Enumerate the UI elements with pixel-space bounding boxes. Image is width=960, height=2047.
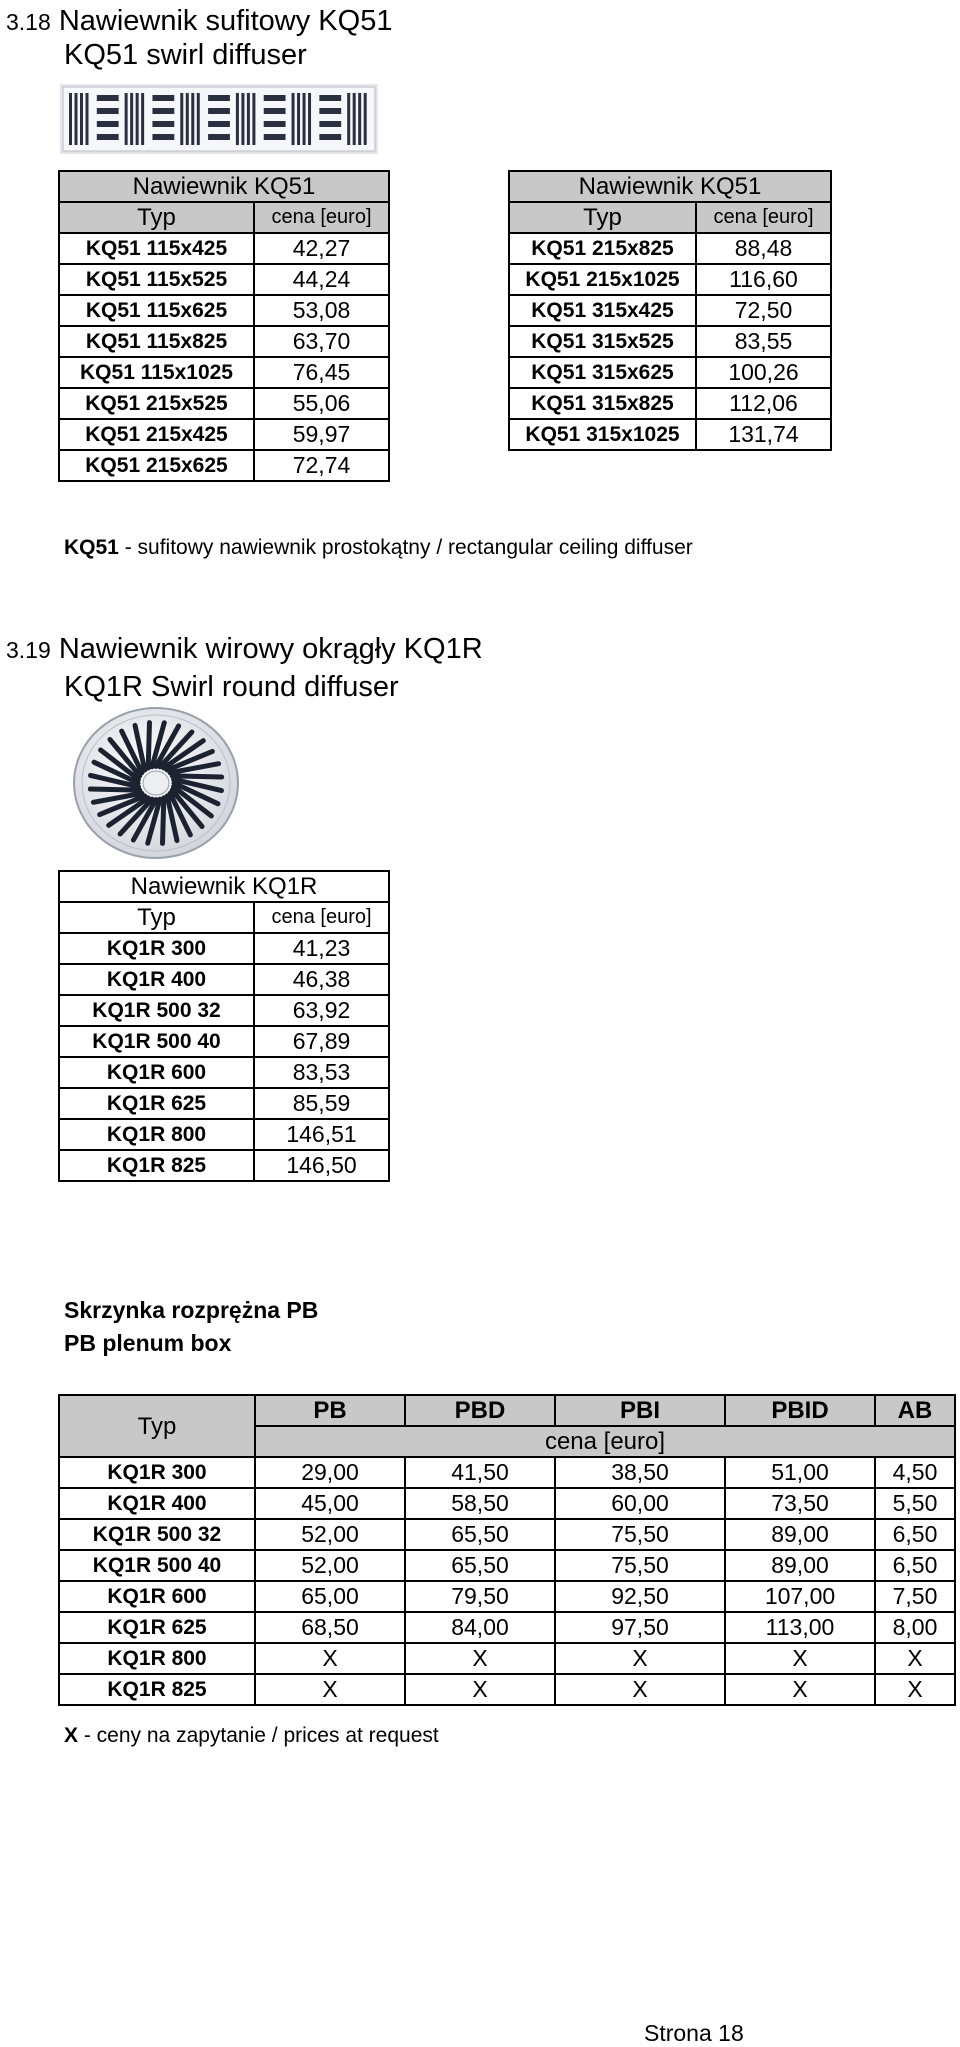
table-row — [59, 1519, 955, 1550]
price-cell: X — [725, 1643, 875, 1674]
pb-header-row-1 — [59, 1395, 955, 1426]
col-ab-header: AB — [875, 1395, 955, 1426]
type-cell: KQ1R 400 — [59, 964, 254, 995]
price-cell: 45,00 — [255, 1488, 405, 1519]
col-type-header: Typ — [509, 202, 696, 233]
type-cell: KQ1R 500 32 — [59, 1519, 255, 1550]
page-number: Strona 18 — [644, 2020, 744, 2046]
type-cell: KQ51 115x1025 — [59, 357, 254, 388]
col-type-header: Typ — [59, 1395, 255, 1457]
table-row — [59, 233, 389, 264]
sec3-note-text: - ceny na zapytanie / prices at request — [78, 1724, 439, 1747]
table-row — [509, 419, 831, 450]
type-cell: KQ51 115x425 — [59, 233, 254, 264]
table-title: Nawiewnik KQ51 — [59, 171, 389, 202]
price-cell: 7,50 — [875, 1581, 955, 1612]
type-cell: KQ1R 600 — [59, 1057, 254, 1088]
type-cell: KQ51 315x1025 — [509, 419, 696, 450]
type-cell: KQ51 115x825 — [59, 326, 254, 357]
price-cell: 65,00 — [255, 1581, 405, 1612]
price-cell: 84,00 — [405, 1612, 555, 1643]
price-cell: 113,00 — [725, 1612, 875, 1643]
sec3-note — [64, 1722, 439, 1750]
table-title-row — [59, 871, 389, 902]
table-row — [59, 295, 389, 326]
price-cell: 83,55 — [696, 326, 831, 357]
price-cell: 88,48 — [696, 233, 831, 264]
table-row — [59, 1674, 955, 1705]
price-cell: 75,50 — [555, 1550, 725, 1581]
price-cell: 100,26 — [696, 357, 831, 388]
price-cell: 53,08 — [254, 295, 389, 326]
table-row — [59, 450, 389, 481]
table-row — [509, 326, 831, 357]
price-cell: 107,00 — [725, 1581, 875, 1612]
type-cell: KQ51 315x425 — [509, 295, 696, 326]
col-type-header: Typ — [59, 902, 254, 933]
price-cell: 89,00 — [725, 1519, 875, 1550]
price-cell: X — [725, 1674, 875, 1705]
type-cell: KQ51 215x525 — [59, 388, 254, 419]
price-cell: 41,23 — [254, 933, 389, 964]
col-pb-header: PB — [255, 1395, 405, 1426]
price-cell: 131,74 — [696, 419, 831, 450]
type-cell: KQ51 315x825 — [509, 388, 696, 419]
table-row — [59, 1643, 955, 1674]
table-row — [59, 995, 389, 1026]
price-cell: X — [875, 1643, 955, 1674]
type-cell: KQ1R 300 — [59, 933, 254, 964]
price-cell: 72,50 — [696, 295, 831, 326]
price-cell: 97,50 — [555, 1612, 725, 1643]
price-cell: 89,00 — [725, 1550, 875, 1581]
table-row — [509, 357, 831, 388]
price-cell: X — [405, 1643, 555, 1674]
price-cell: 112,06 — [696, 388, 831, 419]
price-cell: 79,50 — [405, 1581, 555, 1612]
type-cell: KQ51 115x625 — [59, 295, 254, 326]
col-price-header: cena [euro] — [696, 202, 831, 233]
table-row — [59, 1057, 389, 1088]
price-cell: 6,50 — [875, 1519, 955, 1550]
table-row — [59, 933, 389, 964]
col-pbid-header: PBID — [725, 1395, 875, 1426]
kq51-diffuser-image — [60, 84, 378, 154]
price-cell: 5,50 — [875, 1488, 955, 1519]
type-cell: KQ1R 825 — [59, 1150, 254, 1181]
col-price-header: cena [euro] — [254, 902, 389, 933]
type-cell: KQ51 215x825 — [509, 233, 696, 264]
price-cell: 92,50 — [555, 1581, 725, 1612]
table-title-row — [509, 171, 831, 202]
sec1-note-bold: KQ51 — [64, 536, 119, 559]
table-row — [59, 357, 389, 388]
type-cell: KQ51 215x625 — [59, 450, 254, 481]
price-cell: 8,00 — [875, 1612, 955, 1643]
price-cell: 72,74 — [254, 450, 389, 481]
table-row — [59, 1457, 955, 1488]
sec2-number: 3.19 — [6, 637, 51, 663]
type-cell: KQ1R 400 — [59, 1488, 255, 1519]
price-cell: 146,50 — [254, 1150, 389, 1181]
type-cell: KQ51 315x525 — [509, 326, 696, 357]
sec1-note — [64, 534, 693, 562]
table-row — [509, 264, 831, 295]
table-row — [59, 419, 389, 450]
price-cell: X — [405, 1674, 555, 1705]
price-cell: 6,50 — [875, 1550, 955, 1581]
table-row — [59, 264, 389, 295]
type-cell: KQ1R 500 40 — [59, 1550, 255, 1581]
pb-table — [58, 1394, 956, 1706]
sec2-title-en: KQ1R Swirl round diffuser — [64, 671, 399, 703]
price-cell: 44,24 — [254, 264, 389, 295]
price-cell: 51,00 — [725, 1457, 875, 1488]
table-row — [59, 388, 389, 419]
kq51-table-left — [58, 170, 390, 482]
table-row — [59, 1150, 389, 1181]
sec1-title-pl: Nawiewnik sufitowy KQ51 — [58, 5, 393, 37]
table-row — [509, 295, 831, 326]
price-cell: 83,53 — [254, 1057, 389, 1088]
price-cell: 76,45 — [254, 357, 389, 388]
sec2-heading — [6, 630, 483, 669]
price-cell: 85,59 — [254, 1088, 389, 1119]
sec3-note-bold: X — [64, 1724, 79, 1747]
table-row — [509, 388, 831, 419]
price-cell: X — [555, 1643, 725, 1674]
table-row — [59, 326, 389, 357]
sec1-number: 3.18 — [6, 9, 51, 35]
type-cell: KQ1R 800 — [59, 1643, 255, 1674]
price-cell: 65,50 — [405, 1519, 555, 1550]
table-row — [509, 233, 831, 264]
table-title-row — [59, 171, 389, 202]
table-header-row — [509, 202, 831, 233]
table-row — [59, 1119, 389, 1150]
type-cell: KQ1R 625 — [59, 1612, 255, 1643]
price-cell: 67,89 — [254, 1026, 389, 1057]
sec2-title-pl: Nawiewnik wirowy okrągły KQ1R — [58, 633, 483, 665]
kq51-table-right — [508, 170, 832, 451]
price-cell: 116,60 — [696, 264, 831, 295]
kq1r-diffuser-image — [72, 706, 240, 860]
price-cell: 52,00 — [255, 1550, 405, 1581]
price-cell: 4,50 — [875, 1457, 955, 1488]
price-cell: 59,97 — [254, 419, 389, 450]
price-cell: 55,06 — [254, 388, 389, 419]
price-cell: 63,92 — [254, 995, 389, 1026]
type-cell: KQ1R 825 — [59, 1674, 255, 1705]
sec1-note-text: - sufitowy nawiewnik prostokątny / rectangular ceiling diffuser — [118, 536, 693, 559]
price-cell: 65,50 — [405, 1550, 555, 1581]
price-cell: X — [555, 1674, 725, 1705]
price-cell: 41,50 — [405, 1457, 555, 1488]
col-pbi-header: PBI — [555, 1395, 725, 1426]
price-cell: 73,50 — [725, 1488, 875, 1519]
price-cell: 60,00 — [555, 1488, 725, 1519]
type-cell: KQ51 215x425 — [59, 419, 254, 450]
table-row — [59, 1550, 955, 1581]
price-cell: 146,51 — [254, 1119, 389, 1150]
price-cell: 46,38 — [254, 964, 389, 995]
table-title: Nawiewnik KQ51 — [509, 171, 831, 202]
price-cell: 63,70 — [254, 326, 389, 357]
sec3-title-pl: Skrzynka rozprężna PB — [64, 1297, 319, 1323]
type-cell: KQ1R 300 — [59, 1457, 255, 1488]
table-row — [59, 1581, 955, 1612]
col-price-header: cena [euro] — [254, 202, 389, 233]
price-cell: 42,27 — [254, 233, 389, 264]
col-type-header: Typ — [59, 202, 254, 233]
type-cell: KQ51 115x525 — [59, 264, 254, 295]
table-row — [59, 964, 389, 995]
type-cell: KQ1R 500 40 — [59, 1026, 254, 1057]
price-cell: 38,50 — [555, 1457, 725, 1488]
price-cell: X — [875, 1674, 955, 1705]
type-cell: KQ1R 800 — [59, 1119, 254, 1150]
type-cell: KQ51 215x1025 — [509, 264, 696, 295]
price-cell: 75,50 — [555, 1519, 725, 1550]
sec1-title-en: KQ51 swirl diffuser — [64, 39, 307, 71]
table-header-row — [59, 202, 389, 233]
kq1r-table — [58, 870, 390, 1182]
type-cell: KQ1R 600 — [59, 1581, 255, 1612]
type-cell: KQ1R 625 — [59, 1088, 254, 1119]
price-cell: 58,50 — [405, 1488, 555, 1519]
type-cell: KQ51 315x625 — [509, 357, 696, 388]
table-header-row — [59, 902, 389, 933]
table-row — [59, 1488, 955, 1519]
table-row — [59, 1612, 955, 1643]
price-cell: X — [255, 1643, 405, 1674]
sec3-title-en: PB plenum box — [64, 1330, 232, 1356]
type-cell: KQ1R 500 32 — [59, 995, 254, 1026]
price-cell: 52,00 — [255, 1519, 405, 1550]
table-row — [59, 1026, 389, 1057]
col-pbd-header: PBD — [405, 1395, 555, 1426]
price-cell: 29,00 — [255, 1457, 405, 1488]
price-cell: 68,50 — [255, 1612, 405, 1643]
table-row — [59, 1088, 389, 1119]
price-cell: X — [255, 1674, 405, 1705]
price-label: cena [euro] — [255, 1426, 955, 1457]
table-title: Nawiewnik KQ1R — [59, 871, 389, 902]
